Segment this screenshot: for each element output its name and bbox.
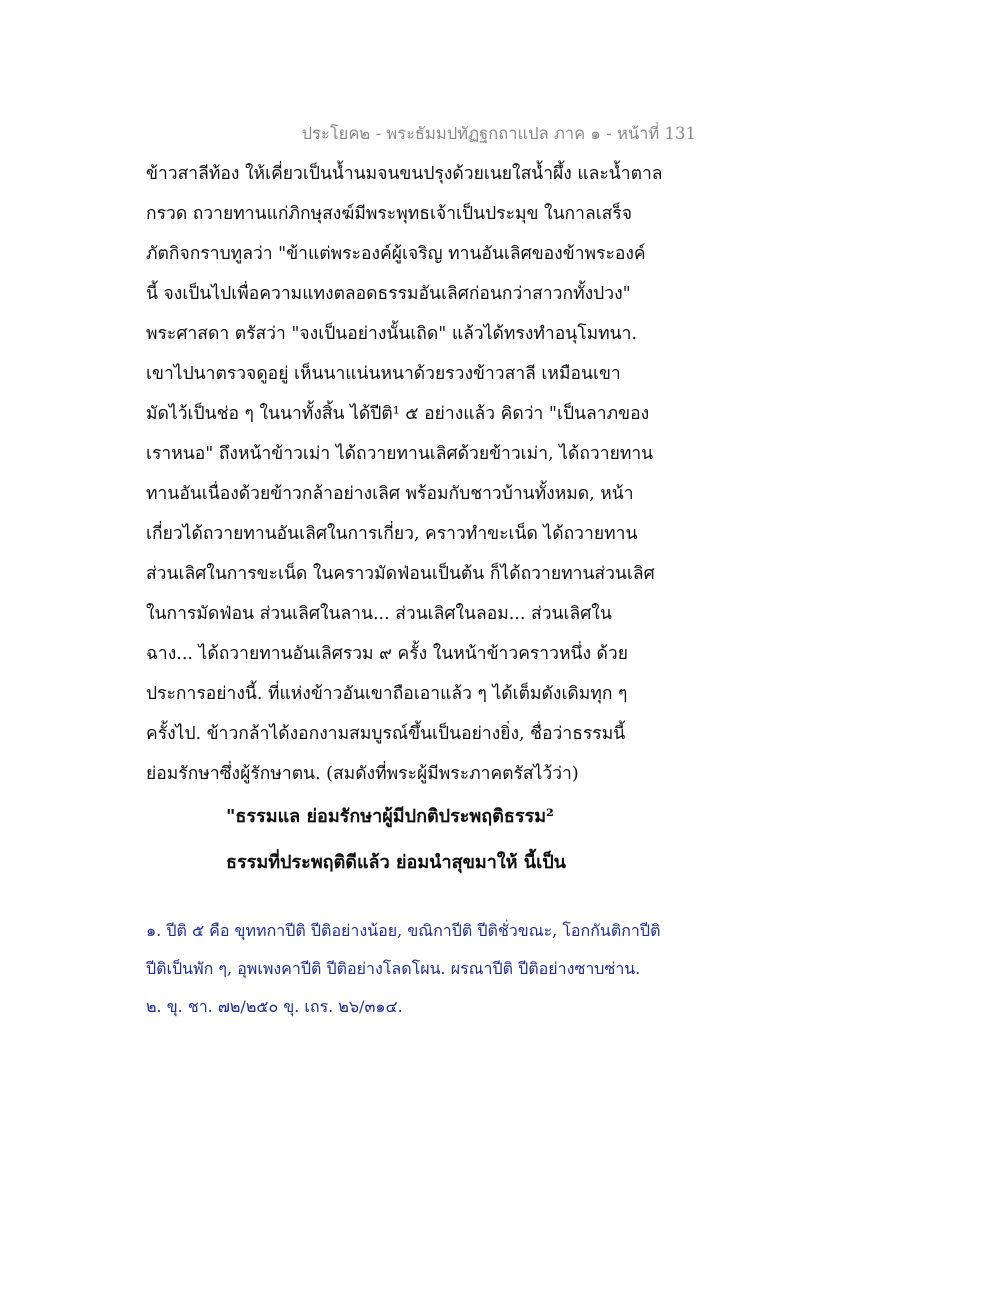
body-line: มัดไว้เป็นช่อ ๆ ในนาทั้งสิ้น ได้ปีติ¹ ๕ อย่างแล้ว คิดว่า "เป็นลาภของ	[146, 404, 650, 424]
verse-line: ธรรมที่ประพฤติดีแล้ว ย่อมนำสุขมาให้ นี้เป็น	[226, 852, 566, 873]
footnote-line: ๑. ปีติ ๕ คือ ขุททกาปีติ ปีติอย่างน้อย, ขณิกาปีติ ปีติชั่วขณะ, โอกกันติกาปีติ	[146, 921, 661, 940]
body-line: ประการอย่างนี้. ที่แห่งข้าวอันเขาถือเอาแล้ว ๆ ได้เต็มดังเดิมทุก ๆ	[146, 684, 628, 704]
verse-block	[226, 794, 706, 886]
body-line: เขาไปนาตรวจดูอยู่ เห็นนาแน่นหนาด้วยรวงข้าวสาลี เหมือนเขา	[146, 364, 621, 384]
body-line: เกี่ยวได้ถวายทานอันเลิศในการเกี่ยว, คราวทำขะเน็ด ได้ถวายทาน	[146, 524, 638, 544]
body-line: ส่วนเลิศในการขะเน็ด ในคราวมัดฟ่อนเป็นต้น ก็ได้ถวายทานส่วนเลิศ	[146, 564, 655, 584]
footnote-line: ๒. ขุ. ชา. ๗๒/๒๕๐ ขุ. เถร. ๒๖/๓๑๔.	[146, 997, 403, 1016]
body-line: ย่อมรักษาซึ่งผู้รักษาตน. (สมดังที่พระผู้มีพระภาคตรัสไว้ว่า)	[146, 764, 579, 784]
body-line: พระศาสดา ตรัสว่า "จงเป็นอย่างนั้นเถิด" แล้วได้ทรงทำอนุโมทนา.	[146, 324, 638, 344]
body-line: ในการมัดฟ่อน ส่วนเลิศในลาน... ส่วนเลิศในลอม... ส่วนเลิศใน	[146, 604, 612, 624]
body-line: ครั้งไป. ข้าวกล้าได้งอกงามสมบูรณ์ขึ้นเป็นอย่างยิ่ง, ชื่อว่าธรรมนี้	[146, 724, 626, 744]
body-line: ข้าวสาลีท้อง ให้เคี่ยวเป็นน้ำนมจนขนปรุงด้วยเนยใสน้ำผึ้ง และน้ำตาล	[146, 164, 663, 184]
body-line: เราหนอ" ถึงหน้าข้าวเม่า ได้ถวายทานเลิศด้วยข้าวเม่า, ได้ถวายทาน	[146, 444, 654, 464]
page-header: ประโยค๒ - พระธัมมปทัฏฐกถาแปล ภาค ๑ - หน้าที่ 131	[301, 124, 696, 143]
footnote-line: ปีติเป็นพัก ๆ, อุพเพงคาปีติ ปีติอย่างโลดโผน. ผรณาปีติ ปีติอย่างซาบซ่าน.	[146, 959, 641, 978]
verse-line: "ธรรมแล ย่อมรักษาผู้มีปกติประพฤติธรรม²	[226, 806, 554, 827]
body-line: ภัตกิจกราบทูลว่า "ข้าแต่พระองค์ผู้เจริญ ทานอันเลิศของข้าพระองค์	[146, 244, 646, 264]
body-line: กรวด ถวายทานแก่ภิกษุสงฆ์มีพระพุทธเจ้าเป็นประมุข ในกาลเสร็จ	[146, 204, 633, 224]
body-text	[146, 154, 706, 794]
body-line: นี้ จงเป็นไปเพื่อความแทงตลอดธรรมอันเลิศก่อนกว่าสาวกทั้งปวง"	[146, 284, 631, 304]
body-line: ฉาง... ได้ถวายทานอันเลิศรวม ๙ ครั้ง ในหน้าข้าวคราวหนึ่ง ด้วย	[146, 644, 629, 664]
footnotes	[146, 912, 706, 1026]
body-line: ทานอันเนื่องด้วยข้าวกล้าอย่างเลิศ พร้อมกับชาวบ้านทั้งหมด, หน้า	[146, 484, 634, 504]
